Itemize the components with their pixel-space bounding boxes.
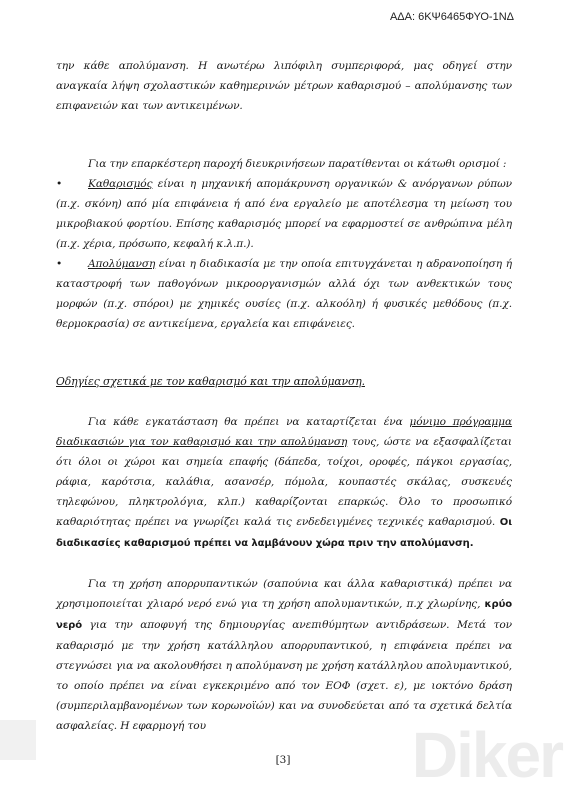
cleaning-before-disinfection: Οι διαδικασίες καθαρισμού πρέπει να λαμβάνουν χώρα πριν την απολύμανση.	[56, 517, 512, 549]
document-body	[56, 56, 512, 736]
definition-cleaning	[56, 174, 512, 254]
term-cleaning: Καθαρισμός	[88, 178, 153, 190]
paragraph-detergents: Για τη χρήση απορρυπαντικών (σαπούνια και άλλα καθαριστικά) πρέπει να χρησιμοποιείται χλιαρό νερό ενώ για τη χρήση απολυμαντικών, π.χ χλωρίνης, κρύο νερό για την αποφυγή της δημιουργίας ανεπιθύμητων αντιδράσεων. Μετά τον καθαρισμό με την χρήση κατάλληλου απορρυπαντικού, η επιφάνεια πρέπει να στεγνώσει για να ακολουθήσει η απολύμανση με χρήση κατάλληλου απολυμαντικού, το οποίο πρέπει να είναι εγκεκριμένο από τον ΕΟΦ (σχετ. ε), με ιοκτόνο δράση (συμπεριλαμβανομένων των κορωνοϊών) και να συνοδεύεται από τα σχετικά δελτία ασφαλείας. Η εφαρμογή του	[56, 578, 512, 732]
definition-text: είναι η διαδικασία με την οποία επιτυγχάνεται η αδρανοποίηση ή καταστροφή των παθογόνων μικροοργανισμών αλλά όχι των ανθεκτικών τους μορφών (π.χ. σπόροι) με χημικές ουσίες (π.χ. αλκοόλη) ή φυσικές μεθόδους (π.χ. θερμοκρασία) σε αντικείμενα, εργαλεία και επιφάνειες.	[56, 258, 512, 330]
definition-text: είναι η μηχανική απομάκρυνση οργανικών & ανόργανων ρύπων (π.χ. σκόνη) από μία επιφάνεια ή από ένα εργαλείο με αποτέλεσμα τη μείωση του μικροβιακού φορτίου. Επίσης καθαρισμός μπορεί να εφαρμοστεί σε ανθρώπινα μέλη (π.χ. χέρια, πρόσωπο, κεφαλή κ.λ.π.).	[56, 178, 512, 250]
page-number: [3]	[275, 754, 291, 766]
bullet-icon: •	[56, 178, 63, 190]
section-heading: Οδηγίες σχετικά με τον καθαρισμό και την απολύμανση.	[56, 375, 365, 388]
term-disinfection: Απολύμανση	[88, 258, 156, 270]
cold-water: κρύο νερό	[56, 599, 512, 631]
program-underlined: μόνιμο πρόγραμμα διαδικασιών για τον καθαρισμό και την απολύμανση	[56, 416, 513, 448]
ada-code: ΑΔΑ: 6ΚΨ6465ΦΥΟ-1ΝΔ	[389, 11, 514, 23]
paragraph-intro: την κάθε απολύμανση. Η ανωτέρω λιπόφιλη συμπεριφορά, μας οδηγεί στην αναγκαία λήψη σχολαστικών καθημερινών μέτρων καθαρισμού – απολύμανσης των επιφανειών και των αντικειμένων.	[56, 60, 512, 112]
bullet-icon: •	[56, 258, 63, 270]
paragraph-program: Για κάθε εγκατάσταση θα πρέπει να καταρτίζεται ένα μόνιμο πρόγραμμα διαδικασιών για τον καθαρισμό και την απολύμανση τους, ώστε να εξασφαλίζεται ότι όλοι οι χώροι και σημεία επαφής (δάπεδα, τοίχοι, οροφές, πάγκοι εργασίας, ράφια, καρότσια, καλάθια, ασανσέρ, πόμολα, κουπαστές σκάλας, συσκευές τηλεφώνου, πληκτρολόγια, κλπ.) καθαρίζονται επαρκώς. Όλο το προσωπικό καθαριότητας πρέπει να γνωρίζει καλά τις ενδεδειγμένες τεχνικές καθαρισμού. Οι διαδικασίες καθαρισμού πρέπει να λαμβάνουν χώρα πριν την απολύμανση.	[56, 416, 513, 549]
definition-disinfection	[56, 254, 512, 334]
paragraph-definitions-intro: Για την επαρκέστερη παροχή διευκρινήσεων παρατίθενται οι κάτωθι ορισμοί :	[88, 158, 507, 170]
watermark: Diker	[411, 719, 562, 791]
